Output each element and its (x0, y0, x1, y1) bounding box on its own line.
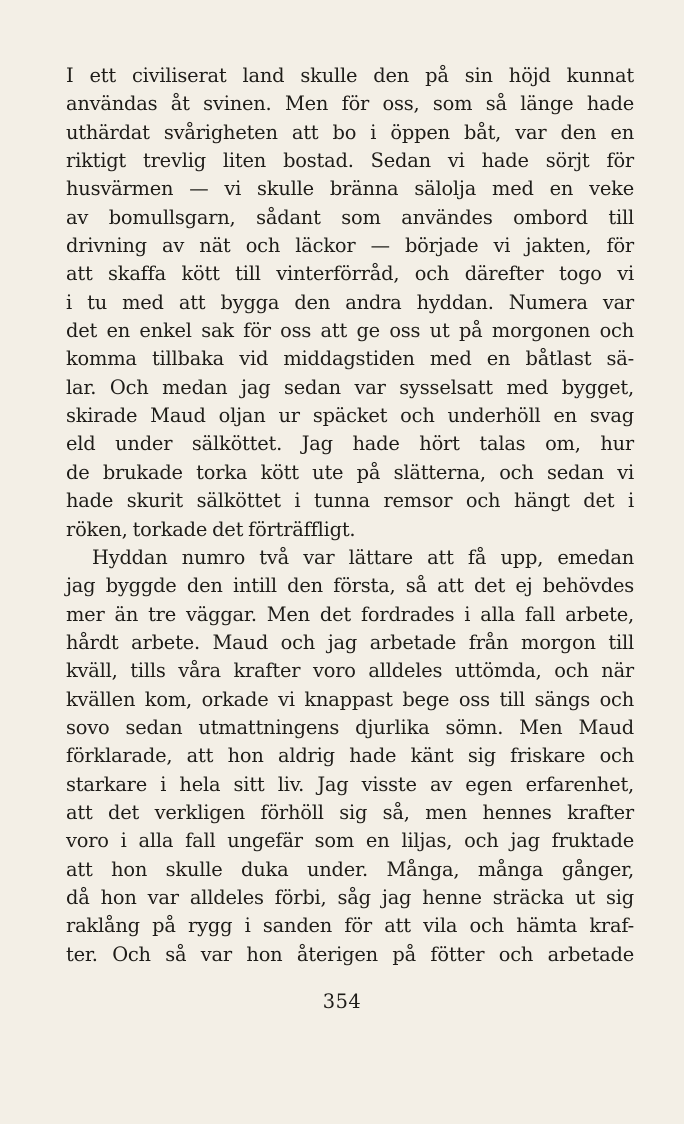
text-line-3: uthärdat svårigheten att bo i öppen båt, var den en (66, 120, 634, 144)
text-line-16: hade skurit sälköttet i tunna remsor och hängt det i (66, 489, 634, 513)
text-line-12: lar. Och medan jag sedan var sysselsatt med bygget, (66, 375, 634, 399)
text-line-28: voro i alla fall ungefär som en liljas, och jag fruktade (66, 829, 634, 853)
page-body (66, 62, 634, 969)
text-line-9: i tu med att bygga den andra hyddan. Numera var (66, 290, 634, 314)
text-line-31: raklång på rygg i sanden för att vila och hämta kraf- (66, 914, 634, 938)
text-line-11: komma tillbaka vid middagstiden med en båtlast sä- (66, 347, 634, 371)
text-line-2: användas åt svinen. Men för oss, som så länge hade (66, 92, 634, 116)
text-line-20: mer än tre väggar. Men det fordrades i alla fall arbete, (66, 602, 634, 626)
text-line-6: av bomullsgarn, sådant som användes ombord till (66, 205, 634, 229)
text-line-24: sovo sedan utmattningens djurlika sömn. Men Maud (66, 715, 634, 739)
text-line-26: starkare i hela sitt liv. Jag visste av egen erfarenhet, (66, 772, 634, 796)
text-line-15: de brukade torka kött ute på slätterna, och sedan vi (66, 460, 634, 484)
text-line-1: I ett civiliserat land skulle den på sin höjd kunnat (66, 64, 634, 87)
text-line-14: eld under sälköttet. Jag hade hört talas om, hur (66, 432, 634, 456)
text-line-21: hårdt arbete. Maud och jag arbetade från morgon till (66, 630, 634, 654)
text-line-5: husvärmen — vi skulle bränna sälolja med en veke (66, 177, 634, 201)
text-line-8: att skaffa kött till vinterförråd, och därefter togo vi (66, 262, 634, 286)
text-line-13: skirade Maud oljan ur späcket och underhöll en svag (66, 404, 634, 428)
text-line-29: att hon skulle duka under. Många, många gånger, (66, 857, 634, 881)
text-line-19: jag byggde den intill den första, så att det ej behövdes (66, 574, 634, 598)
paragraph-start-line: Hyddan numro två var lättare att få upp, emedan (92, 545, 634, 569)
page-number: 354 (322, 990, 362, 1013)
text-line-4: riktigt trevlig liten bostad. Sedan vi hade sörjt för (66, 149, 634, 173)
paragraph-end-line: röken, torkade det förträffligt. (66, 517, 356, 541)
text-line-32: ter. Och så var hon återigen på fötter och arbetade (66, 942, 634, 966)
text-line-30: då hon var alldeles förbi, såg jag henne sträcka ut sig (66, 885, 634, 909)
text-line-22: kväll, tills våra krafter voro alldeles uttömda, och när (66, 659, 634, 683)
text-line-23: kvällen kom, orkade vi knappast bege oss till sängs och (66, 687, 634, 711)
text-line-27: att det verkligen förhöll sig så, men hennes krafter (66, 800, 634, 824)
text-line-7: drivning av nät och läckor — började vi jakten, för (66, 234, 634, 258)
text-line-25: förklarade, att hon aldrig hade känt sig friskare och (66, 744, 634, 768)
text-line-10: det en enkel sak för oss att ge oss ut på morgonen och (66, 319, 634, 343)
